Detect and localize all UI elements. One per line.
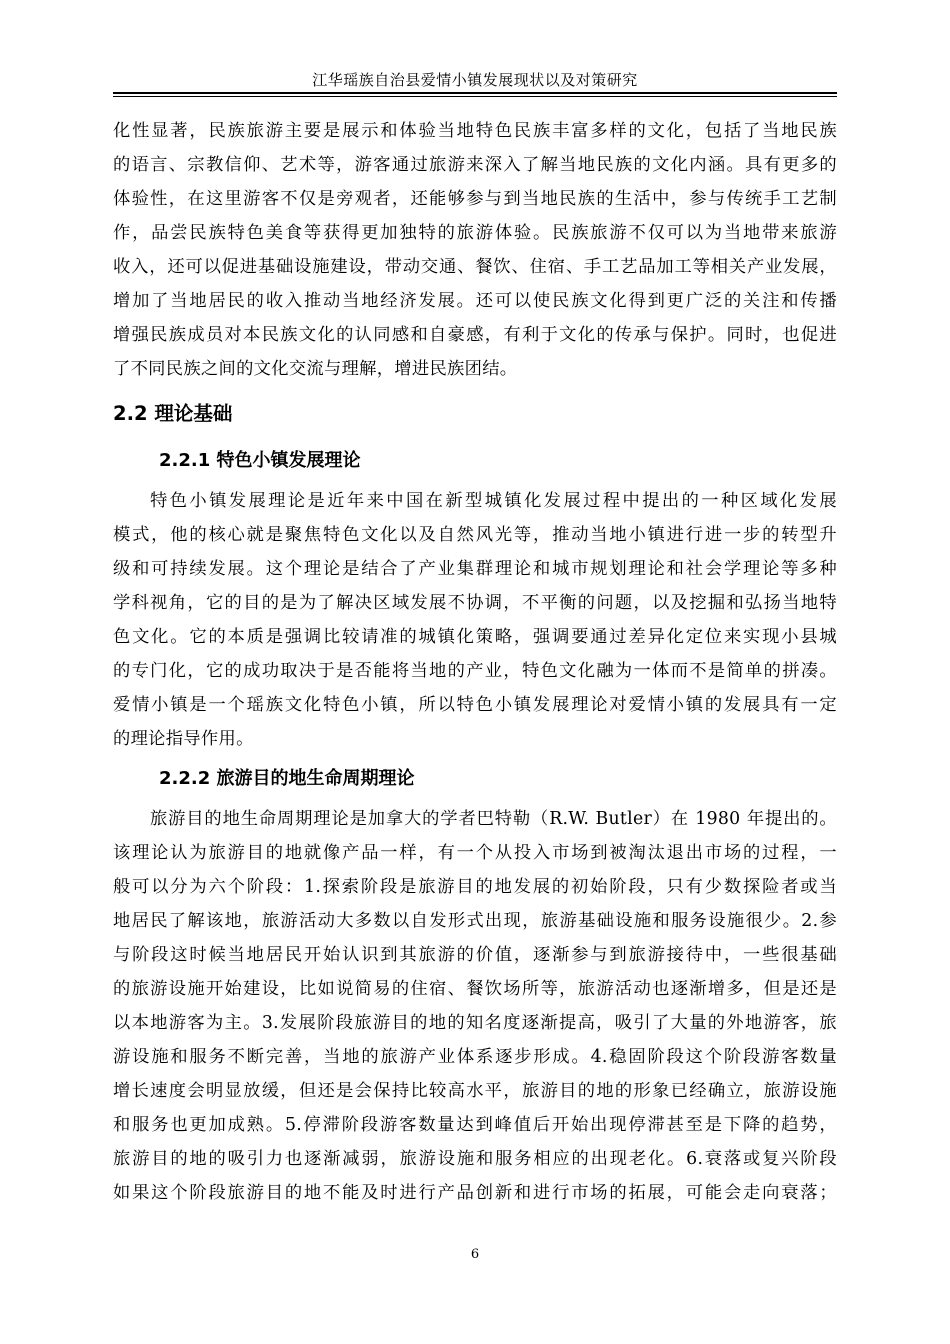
text-line: 该理论认为旅游目的地就像产品一样，有一个从投入市场到被淘汰退出市场的过程，一 bbox=[113, 843, 837, 863]
text-line: 爱情小镇是一个瑶族文化特色小镇，所以特色小镇发展理论对爱情小镇的发展具有一定 bbox=[113, 695, 837, 715]
text-line: 色文化。它的本质是强调比较请准的城镇化策略，强调要通过差异化定位来实现小县城 bbox=[113, 627, 837, 647]
text-line: 的专门化，它的成功取决于是否能将当地的产业，特色文化融为一体而不是简单的拼凑。 bbox=[113, 661, 837, 681]
text-line: 化性显著，民族旅游主要是展示和体验当地特色民族丰富多样的文化，包括了当地民族 bbox=[113, 121, 837, 141]
page-body bbox=[113, 114, 837, 1210]
section-heading-2-2-2: 2.2.2 旅游目的地生命周期理论 bbox=[159, 768, 415, 789]
text-line: 般可以分为六个阶段：1.探索阶段是旅游目的地发展的初始阶段，只有少数探险者或当 bbox=[113, 877, 837, 897]
text-line: 增强民族成员对本民族文化的认同感和自豪感，有利于文化的传承与保护。同时，也促进 bbox=[113, 325, 837, 345]
text-line: 的旅游设施开始建设，比如说简易的住宿、餐饮场所等，旅游活动也逐渐增多，但是还是 bbox=[113, 979, 837, 999]
section-heading-2-2-1: 2.2.1 特色小镇发展理论 bbox=[159, 450, 361, 471]
section-heading-2-2: 2.2 理论基础 bbox=[113, 402, 233, 425]
text-line: 地居民了解该地，旅游活动大多数以自发形式出现，旅游基础设施和服务设施很少。2.参 bbox=[113, 911, 837, 931]
text-line: 与阶段这时候当地居民开始认识到其旅游的价值，逐渐参与到旅游接待中，一些很基础 bbox=[113, 945, 837, 965]
text-line: 如果这个阶段旅游目的地不能及时进行产品创新和进行市场的拓展，可能会走向衰落； bbox=[113, 1183, 837, 1203]
text-line: 体验性，在这里游客不仅是旁观者，还能够参与到当地民族的生活中，参与传统手工艺制 bbox=[113, 189, 837, 209]
text-line: 收入，还可以促进基础设施建设，带动交通、餐饮、住宿、手工艺品加工等相关产业发展， bbox=[113, 257, 837, 277]
text-line: 学科视角，它的目的是为了解决区域发展不协调，不平衡的问题，以及挖掘和弘扬当地特 bbox=[113, 593, 837, 613]
text-line: 的语言、宗教信仰、艺术等，游客通过旅游来深入了解当地民族的文化内涵。具有更多的 bbox=[113, 155, 837, 175]
text-line: 特色小镇发展理论是近年来中国在新型城镇化发展过程中提出的一种区域化发展 bbox=[150, 491, 837, 511]
text-line: 了不同民族之间的文化交流与理解，增进民族团结。 bbox=[113, 359, 518, 379]
text-line: 旅游目的地的吸引力也逐渐减弱，旅游设施和服务相应的出现老化。6.衰落或复兴阶段 bbox=[113, 1149, 837, 1169]
header-rule-thin bbox=[113, 96, 837, 97]
paragraph-2-2-2 bbox=[113, 802, 837, 1210]
text-line: 的理论指导作用。 bbox=[113, 729, 254, 749]
text-line: 旅游目的地生命周期理论是加拿大的学者巴特勒（R.W. Butler）在 1980 年提出的。 bbox=[150, 809, 837, 829]
text-line: 级和可持续发展。这个理论是结合了产业集群理论和城市规划理论和社会学理论等多种 bbox=[113, 559, 837, 579]
text-line: 游设施和服务不断完善，当地的旅游产业体系逐步形成。4.稳固阶段这个阶段游客数量 bbox=[113, 1047, 837, 1067]
text-line: 增加了当地居民的收入推动当地经济发展。还可以使民族文化得到更广泛的关注和传播 bbox=[113, 291, 837, 311]
paragraph-2-2-1 bbox=[113, 484, 837, 756]
running-header: 江华瑶族自治县爱情小镇发展现状以及对策研究 bbox=[312, 71, 638, 89]
intro-paragraph bbox=[113, 114, 837, 386]
page-number: 6 bbox=[470, 1247, 480, 1262]
text-line: 作，品尝民族特色美食等获得更加独特的旅游体验。民族旅游不仅可以为当地带来旅游 bbox=[113, 223, 837, 243]
text-line: 模式，他的核心就是聚焦特色文化以及自然风光等，推动当地小镇进行进一步的转型升 bbox=[113, 525, 837, 545]
header-rule-thick bbox=[113, 92, 837, 94]
text-line: 和服务也更加成熟。5.停滞阶段游客数量达到峰值后开始出现停滞甚至是下降的趋势， bbox=[113, 1115, 837, 1135]
text-line: 以本地游客为主。3.发展阶段旅游目的地的知名度逐渐提高，吸引了大量的外地游客，旅 bbox=[113, 1013, 837, 1033]
text-line: 增长速度会明显放缓，但还是会保持比较高水平，旅游目的地的形象已经确立，旅游设施 bbox=[113, 1081, 837, 1101]
